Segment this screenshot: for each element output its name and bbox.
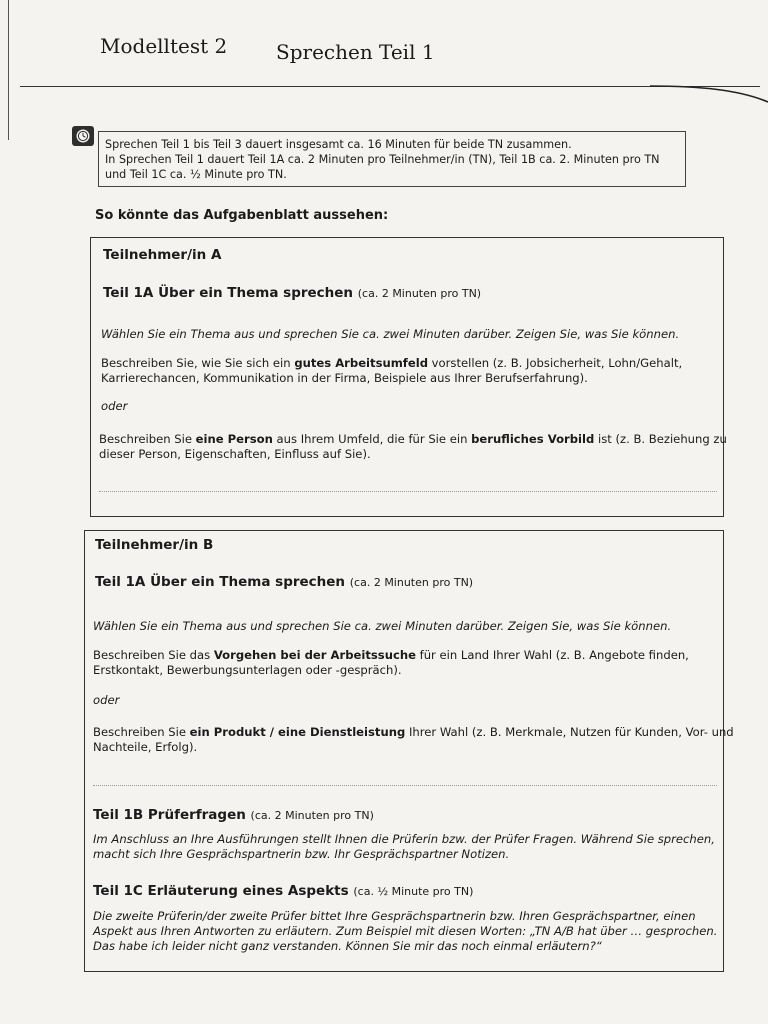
text-run: Im Anschluss an Ihre Ausführungen stellt Ihnen die Prüferin bzw. der Prüfer Fragen. Während Sie sprechen,: [93, 832, 715, 846]
oder-label: oder: [101, 399, 128, 413]
teil-1a-heading: [103, 285, 481, 301]
info-line: und Teil 1C ca. ½ Minute pro TN.: [105, 168, 287, 181]
text-run: Das habe ich leider nicht ganz verstanden. Können Sie mir das noch einmal erläutern?“: [93, 939, 602, 953]
text-run: Beschreiben Sie das: [93, 648, 214, 662]
task-sheet-participant-b: [84, 530, 734, 972]
text-run: vorstellen (z. B. Jobsicherheit, Lohn/Gehalt,: [428, 356, 683, 370]
participant-label: Teilnehmer/in A: [103, 247, 222, 263]
option-1: [93, 648, 689, 678]
heading-text: Teil 1A Über ein Thema sprechen: [95, 574, 346, 590]
page-title-test: Modelltest 2: [100, 34, 228, 58]
text-run: dieser Person, Eigenschaften, Einfluss auf Sie).: [99, 447, 371, 461]
text-run: Karrierechancen, Kommunikation in der Firma, Beispiele aus Ihrer Berufserfahrung).: [101, 371, 588, 385]
teil-1a-heading: [95, 574, 473, 590]
page-edge-line: [8, 0, 9, 140]
emphasis: gutes Arbeitsumfeld: [294, 356, 428, 370]
text-run: ist (z. B. Beziehung zu: [594, 432, 727, 446]
text-run: Beschreiben Sie, wie Sie sich ein: [101, 356, 295, 370]
text-run: Ihrer Wahl (z. B. Merkmale, Nutzen für Kunden, Vor- und: [405, 725, 734, 739]
emphasis: Vorgehen bei der Arbeitssuche: [213, 648, 416, 662]
info-line: In Sprechen Teil 1 dauert Teil 1A ca. 2 Minuten pro Teilnehmer/in (TN), Teil 1B ca. 2. Minuten pro TN: [105, 153, 660, 166]
section-intro: So könnte das Aufgabenblatt aussehen:: [95, 208, 389, 223]
heading-text: Teil 1C Erläuterung eines Aspekts: [93, 883, 349, 899]
teil-1c-description: [93, 909, 717, 954]
instruction-text: Wählen Sie ein Thema aus und sprechen Sie ca. zwei Minuten darüber. Zeigen Sie, was Sie können.: [93, 619, 672, 633]
text-run: Aspekt aus Ihren Antworten zu erläutern. Zum Beispiel mit diesen Worten: „TN A/B hat über … gesprochen.: [93, 924, 718, 938]
text-run: Beschreiben Sie: [99, 432, 196, 446]
heading-text: Teil 1B Prüferfragen: [93, 807, 246, 823]
text-run: Beschreiben Sie: [93, 725, 190, 739]
oder-label: oder: [93, 693, 120, 707]
emphasis: ein Produkt / eine Dienstleistung: [189, 725, 406, 739]
emphasis: eine Person: [195, 432, 273, 446]
header-rule: [20, 86, 760, 87]
instruction-text: Wählen Sie ein Thema aus und sprechen Sie ca. zwei Minuten darüber. Zeigen Sie, was Sie können.: [101, 327, 680, 341]
text-run: macht sich Ihre Gesprächspartnerin bzw. Ihr Gesprächspartner Notizen.: [93, 847, 510, 861]
duration-note: (ca. ½ Minute pro TN): [353, 885, 474, 898]
text-run: Nachteile, Erfolg).: [93, 740, 198, 754]
duration-note: (ca. 2 Minuten pro TN): [250, 809, 374, 822]
task-sheet-participant-a: [90, 237, 727, 517]
text-run: Erstkontakt, Bewerbungsunterlagen oder -gespräch).: [93, 663, 402, 677]
heading-text: Teil 1A Über ein Thema sprechen: [103, 285, 354, 301]
header-curve: [650, 76, 768, 106]
info-line: Sprechen Teil 1 bis Teil 3 dauert insgesamt ca. 16 Minuten für beide TN zusammen.: [105, 138, 572, 151]
teil-1c-heading: [93, 883, 473, 899]
duration-note: (ca. 2 Minuten pro TN): [357, 287, 482, 300]
text-run: aus Ihrem Umfeld, die für Sie ein: [272, 432, 472, 446]
teil-1b-description: [93, 832, 715, 862]
teil-1b-heading: [93, 807, 374, 823]
option-2: [99, 432, 727, 462]
text-run: Die zweite Prüferin/der zweite Prüfer bittet Ihre Gesprächspartnerin bzw. Ihren Gesprächspartner, einen: [93, 909, 696, 923]
text-run: für ein Land Ihrer Wahl (z. B. Angebote finden,: [415, 648, 689, 662]
clock-icon: [72, 126, 94, 146]
dotted-separator: [93, 785, 717, 786]
timing-info-box: [98, 131, 686, 187]
option-1: [101, 356, 682, 386]
participant-label: Teilnehmer/in B: [95, 537, 214, 553]
page-title-section: Sprechen Teil 1: [276, 40, 435, 64]
dotted-separator: [99, 491, 717, 492]
duration-note: (ca. 2 Minuten pro TN): [349, 576, 474, 589]
emphasis: berufliches Vorbild: [471, 432, 595, 446]
option-2: [93, 725, 734, 755]
